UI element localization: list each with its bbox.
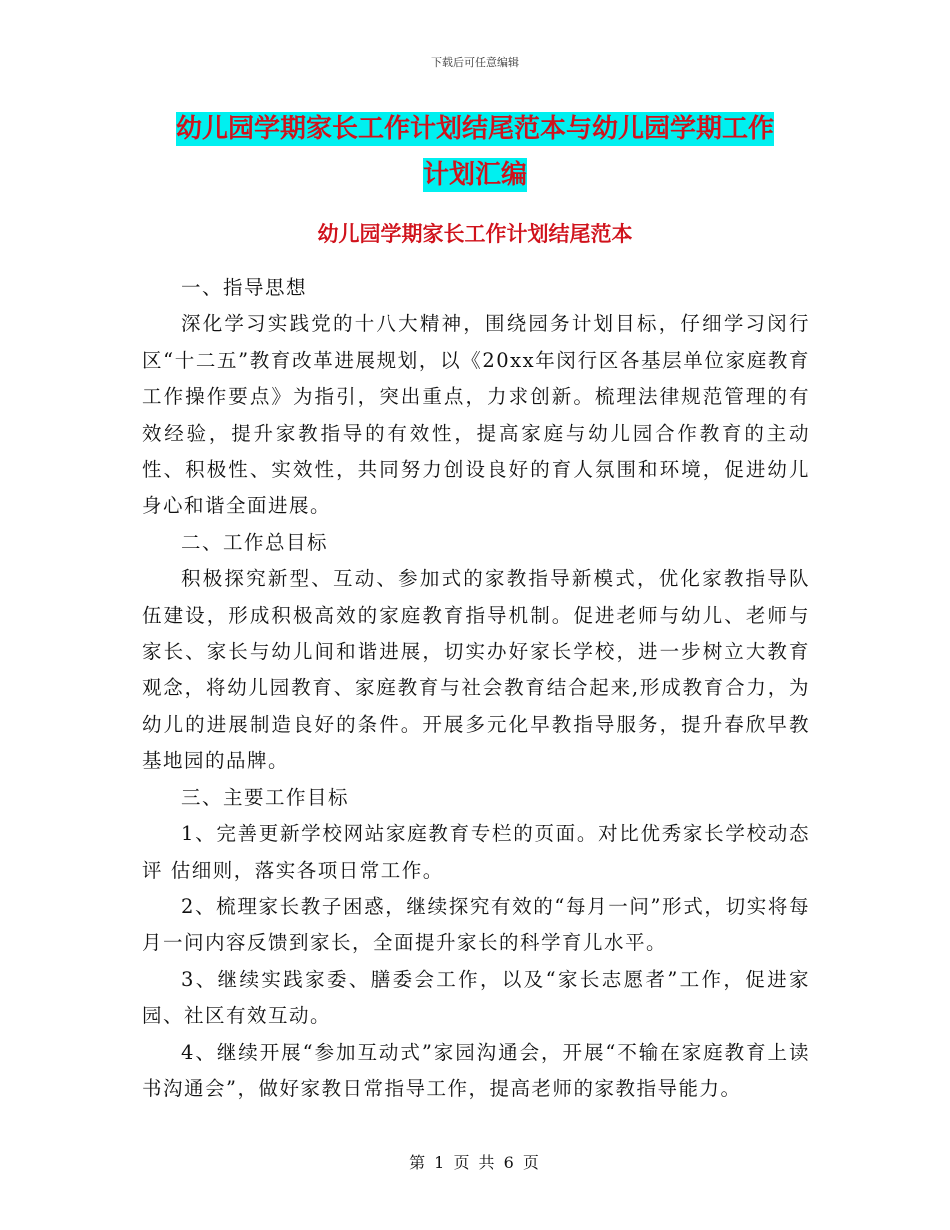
paragraph-guiding-ideology: 深化学习实践党的十八大精神，围绕园务计划目标，仔细学习闵行区“十二五”教育改革进展规划，以《20xx年闵行区各基层单位家庭教育工作操作要点》为指引，突出重点，力求创新。梳理法律规范管理的有效经验，提升家教指导的有效性，提高家庭与幼儿园合作教育的主动性、积极性、实效性，共同努力创设良好的育人氛围和环境，促进幼儿身心和谐全面进展。 [142,312,810,518]
goal-item-4: 4、继续开展“参加互动式”家园沟通会，开展“不输在家庭教育上读书沟通会”，做好家教日常指导工作，提高老师的家教指导能力。 [142,1040,810,1100]
header-note: 下载后可任意编辑 [431,56,519,69]
document-title-line-1: 幼儿园学期家长工作计划结尾范本与幼儿园学期工作 [175,114,774,144]
goal-item-3: 3、继续实践家委、膳委会工作，以及“家长志愿者”工作，促进家园、社区有效互动。 [142,967,810,1028]
document-title-line-2: 计划汇编 [422,160,527,190]
goal-item-1: 1、完善更新学校网站家庭教育专栏的页面。对比优秀家长学校动态评 估细则，落实各项日常工作。 [142,822,810,882]
goal-item-2: 2、梳理家长教子困惑，继续探究有效的“每月一问”形式，切实将每月一问内容反馈到家长，全面提升家长的科学育儿水平。 [142,894,810,955]
page-footer: 第 1 页 共 6 页 [409,1153,541,1172]
heading-main-goals: 三、主要工作目标 [181,785,350,809]
heading-guiding-ideology: 一、指导思想 [181,276,308,299]
paragraph-overall-goal: 积极探究新型、互动、参加式的家教指导新模式，优化家教指导队伍建设，形成积极高效的家庭教育指导机制。促进老师与幼儿、老师与家长、家长与幼儿间和谐进展，切实办好家长学校，进一步树立大教育观念，将幼儿园教育、家庭教育与社会教育结合起来,形成教育合力，为幼儿的进展制造良好的条件。开展多元化早教指导服务，提升春欣早教基地园的品牌。 [142,567,810,773]
document-title [0,106,950,198]
section-title: 幼儿园学期家长工作计划结尾范本 [317,222,633,246]
body-text [142,270,810,1107]
heading-overall-goal: 二、工作总目标 [181,530,329,554]
